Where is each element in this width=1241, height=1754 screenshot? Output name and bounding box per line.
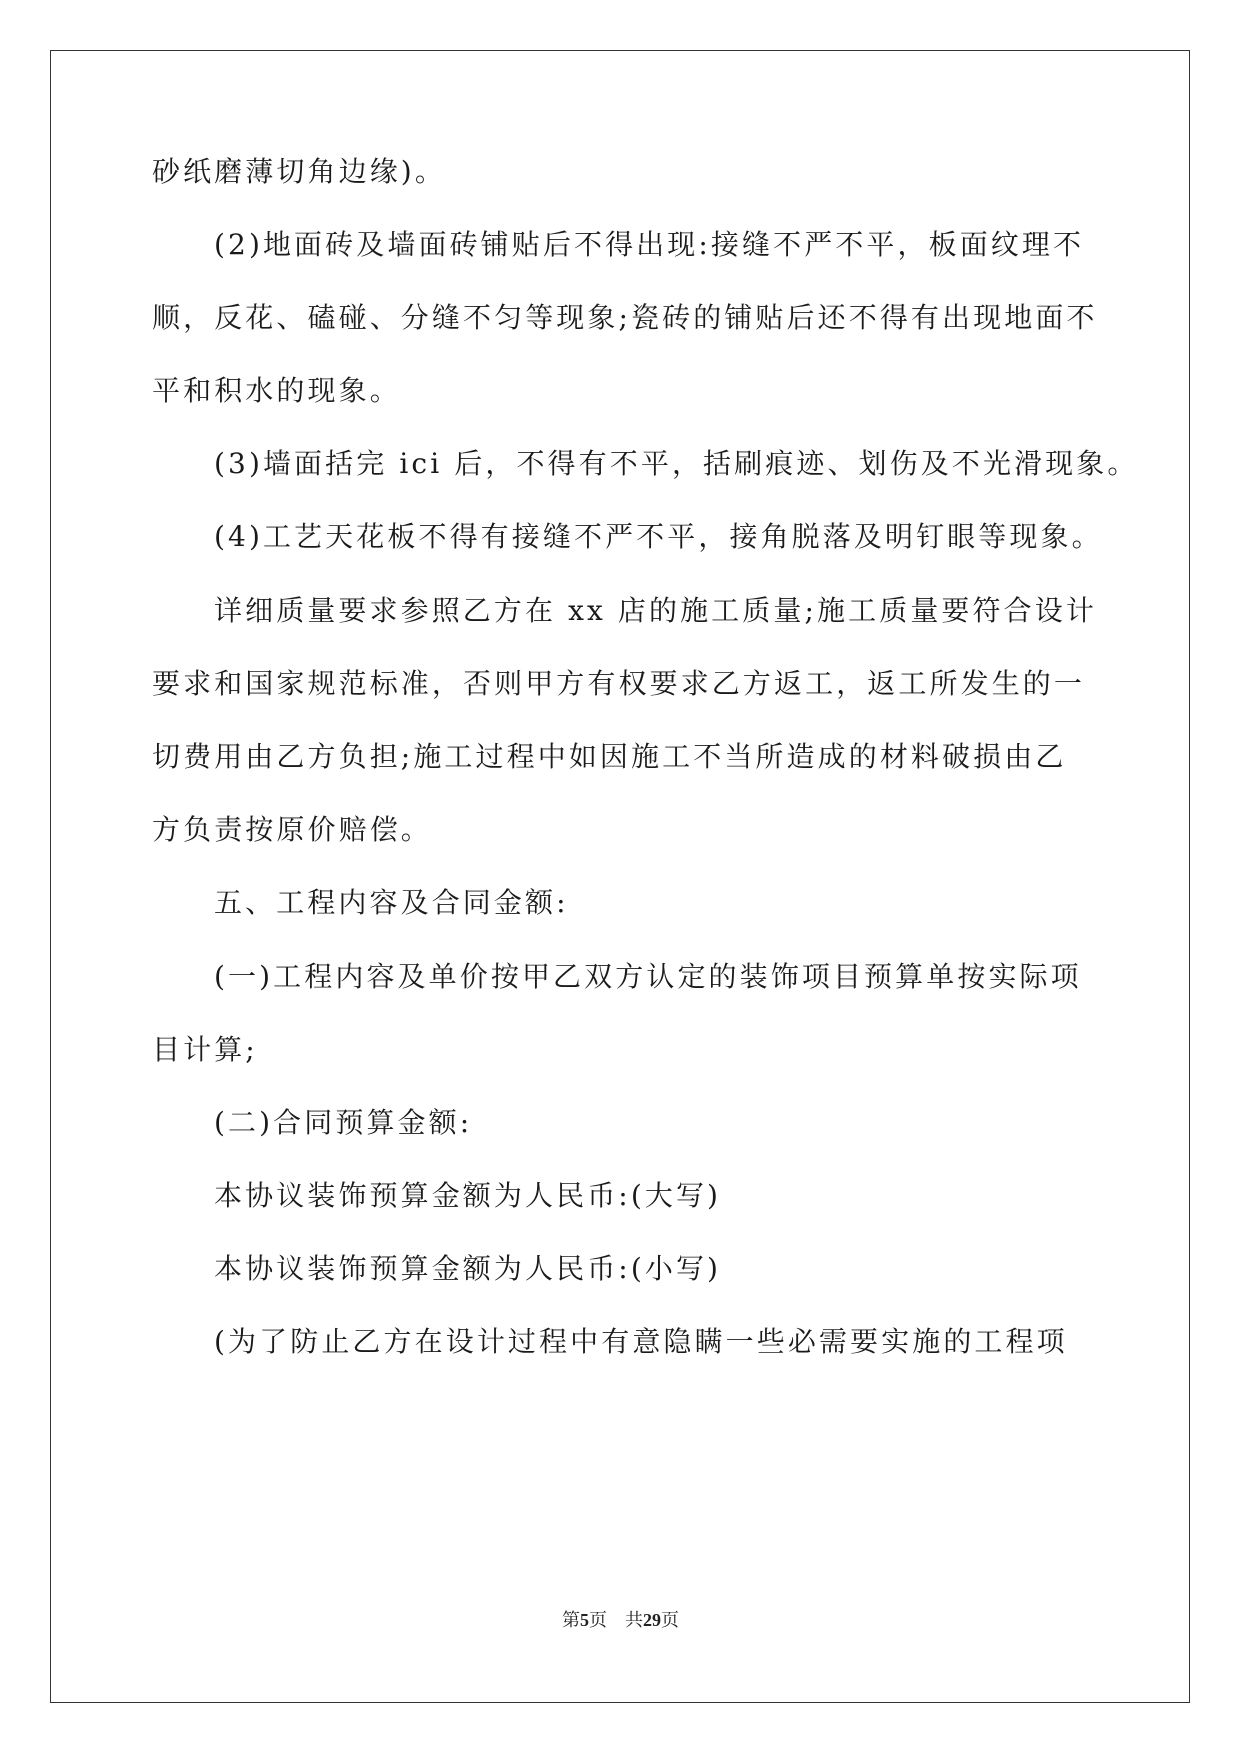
text-line: 切费用由乙方负担;施工过程中如因施工不当所造成的材料破损由乙 — [152, 740, 1067, 773]
text-line: (为了防止乙方在设计过程中有意隐瞒一些必需要实施的工程项 — [214, 1325, 1068, 1358]
text-line: 顺，反花、磕碰、分缝不匀等现象;瓷砖的铺贴后还不得有出现地面不 — [152, 301, 1098, 334]
text-line: (二)合同预算金额: — [214, 1106, 473, 1139]
text-line: 要求和国家规范标准，否则甲方有权要求乙方返工，返工所发生的一 — [152, 667, 1086, 700]
text-line: 本协议装饰预算金额为人民币:(大写) — [214, 1179, 722, 1212]
current-page-number: 5 — [580, 1610, 589, 1630]
text-line: 目计算; — [152, 1033, 258, 1066]
text-line: (一)工程内容及单价按甲乙双方认定的装饰项目预算单按实际项 — [214, 960, 1082, 993]
text-line: (2)地面砖及墙面砖铺贴后不得出现:接缝不严不平，板面纹理不 — [214, 228, 1085, 261]
text-line: 本协议装饰预算金额为人民币:(小写) — [214, 1252, 722, 1285]
section-heading: 五、工程内容及合同金额: — [214, 886, 569, 919]
footer-suffix: 页 — [661, 1610, 679, 1630]
text-line: (3)墙面括完 ici 后，不得有不平，括刷痕迹、划伤及不光滑现象。 — [214, 447, 1139, 480]
page-number-footer — [0, 1606, 1241, 1632]
page-border — [50, 50, 1190, 1703]
total-page-count: 29 — [643, 1610, 661, 1630]
text-line: 详细质量要求参照乙方在 xx 店的施工质量;施工质量要符合设计 — [214, 594, 1097, 627]
text-line: (4)工艺天花板不得有接缝不严不平，接角脱落及明钉眼等现象。 — [214, 520, 1103, 553]
footer-mid: 页 共 — [589, 1610, 643, 1630]
footer-prefix: 第 — [562, 1610, 580, 1630]
text-line: 方负责按原价赔偿。 — [152, 813, 432, 846]
text-line: 砂纸磨薄切角边缘)。 — [152, 155, 446, 188]
text-line: 平和积水的现象。 — [152, 374, 401, 407]
